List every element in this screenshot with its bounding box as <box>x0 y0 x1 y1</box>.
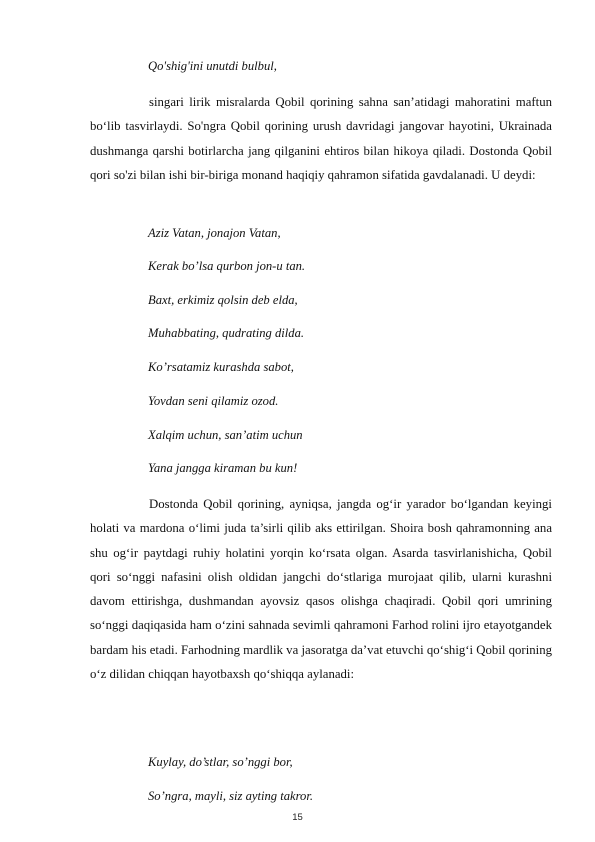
paragraph-main: Dostonda Qobil qorining, ayniqsa, jangda og‘ir yarador bo‘lgandan keyingi holati va mardona o‘limi juda ta’sirli qilib aks ettirilgan. Shoira bosh qahramonning ana shu og‘ir paytdagi ruhiy holatini yorqin ko‘rsata olgan. Asarda tasvirlanishicha, Qobil qori so‘nggi nafasini olish oldidan jangchi do‘stlariga murojaat qilib, ularni kurashni davom ettirishga, dushmandan ayovsiz qasos olishga chaqiradi. Qobil qori umrining so‘nggi daqiqasida ham o‘zini sahnada sevimli qahramoni Farhod rolini ijro etayotgandek bardam his etadi. Farhodning mardlik va jasoratga da’vat etuvchi qo‘shig‘i Qobil qorining o‘z dilidan chiqqan hayotbaxsh qo‘shiqqa aylanadi: <box>90 497 552 682</box>
verse-line: Ko’rsatamiz kurashda sabot, <box>148 360 294 374</box>
verse-line: Xalqim uchun, san’atim uchun <box>148 428 303 442</box>
verse-line: Qo'shig'ini unutdi bulbul, <box>148 59 277 73</box>
verse-line: Muhabbating, qudrating dilda. <box>148 326 305 340</box>
paragraph-intro: singari lirik misralarda Qobil qorining sahna san’atidagi mahoratini maftun bo‘lib tasvirlaydi. So'ngra Qobil qorining urush davridagi jangovar hayotini, Ukrainada dushmanga qarshi botirlarcha jang qilganini ehtiros bilan hikoya qiladi. Dostonda Qobil qori so'zi bilan ishi bir-biriga monand haqiqiy qahramon sifatida gavdalanadi. U deydi: <box>90 95 552 182</box>
verse-line: So’ngra, mayli, siz ayting takror. <box>148 789 313 803</box>
page-number: 15 <box>292 812 303 823</box>
verse-line: Aziz Vatan, jonajon Vatan, <box>148 226 281 240</box>
verse-line: Kerak bo’lsa qurbon jon-u tan. <box>148 259 306 273</box>
verse-line: Baxt, erkimiz qolsin deb elda, <box>148 293 298 307</box>
verse-line: Yovdan seni qilamiz ozod. <box>148 394 279 408</box>
verse-line: Kuylay, do’stlar, so’nggi bor, <box>148 755 293 769</box>
verse-line: Yana jangga kiraman bu kun! <box>148 461 298 475</box>
